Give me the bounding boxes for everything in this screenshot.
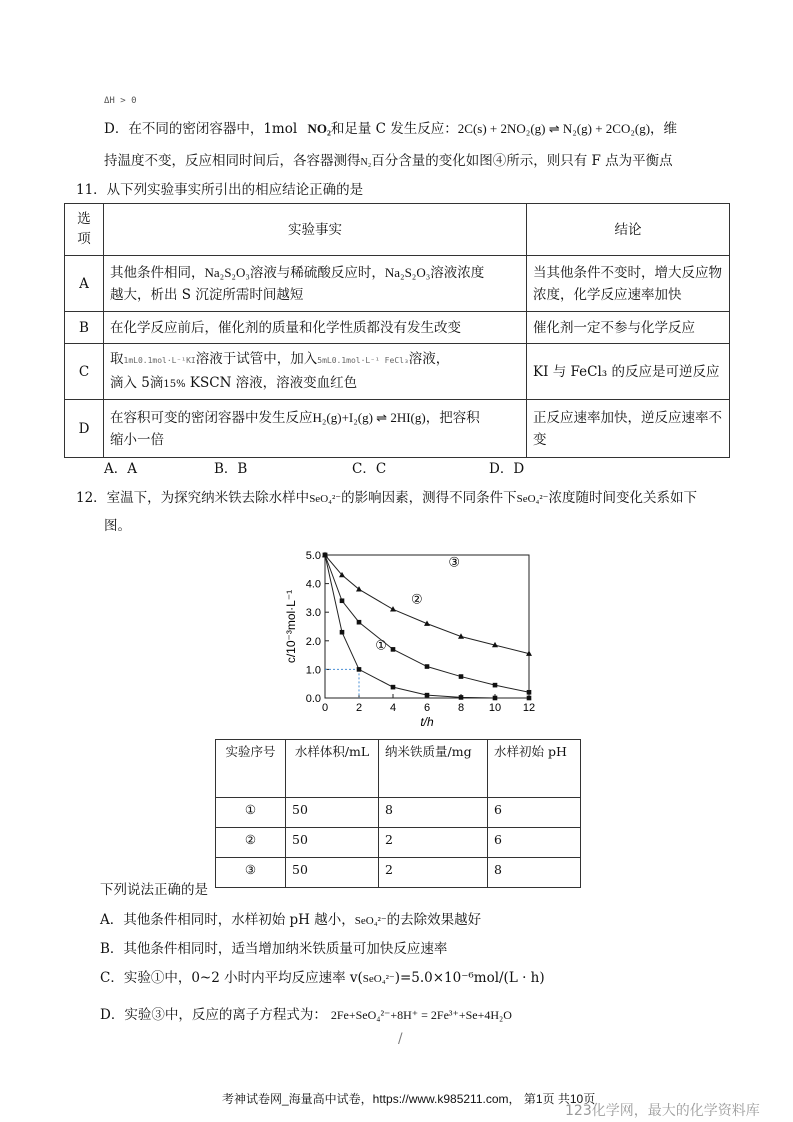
q12-option-d[interactable]: D．实验③中，反应的离子方程式为： 2Fe+SeO₄²⁻+8H⁺ = 2Fe³⁺+Se+4H₂O	[100, 1007, 512, 1023]
seo4-formula: SeO₄²⁻	[516, 493, 549, 505]
data-point	[340, 598, 345, 603]
row-d-fact: 在容积可变的密闭容器中发生反应H₂(g)+I₂(g) ⇌ 2HI(g)，把容积 缩小一倍	[104, 400, 527, 458]
stray-slash: /	[398, 1031, 403, 1047]
row-a-fact: 其他条件相同，Na₂S₂O₃溶液与稀硫酸反应时，Na₂S₂O₃溶液浓度 越大，析出 S 沉淀所需时间越短	[104, 256, 527, 312]
watermark: 123化学网，最大的化学资料库	[565, 1103, 760, 1119]
q11-choice-c[interactable]: C．C	[352, 461, 387, 477]
table-row	[65, 256, 730, 312]
table-row	[65, 400, 730, 458]
header-ph: 水样初始 pH	[488, 740, 581, 798]
row-b-fact: 在化学反应前后，催化剂的质量和化学性质都没有发生改变	[104, 312, 527, 344]
data-point	[357, 667, 362, 672]
x-tick-label: 2	[355, 702, 363, 714]
table-row	[65, 312, 730, 344]
q11-choice-d[interactable]: D．D	[489, 461, 525, 477]
data-point	[357, 620, 362, 625]
q11-stem: 11．从下列实验事实所引出的相应结论正确的是	[76, 182, 364, 198]
series-label: ②	[410, 591, 423, 607]
header-volume: 水样体积/mL	[286, 740, 379, 798]
plot-frame	[325, 555, 529, 698]
q11-choice-a[interactable]: A．A	[104, 461, 137, 477]
q12-stem-line1: 12．室温下，为探究纳米铁去除水样中SeO₄²⁻的影响因素，测得不同条件下SeO₄²⁻浓度随时间变化关系如下	[76, 490, 697, 506]
q12-option-a[interactable]: A．其他条件相同时，水样初始 pH 越小，SeO₄²⁻的去除效果越好	[100, 912, 482, 928]
data-point	[527, 690, 532, 695]
cell: 2	[379, 828, 488, 858]
cell: 6	[488, 828, 581, 858]
q11-choice-b[interactable]: B．B	[214, 461, 248, 477]
q10-d-equation: 2C(s) + 2NO₂(g) ⇌ N₂(g) + 2CO₂(g)	[457, 121, 651, 136]
data-point	[391, 647, 396, 652]
data-point	[527, 696, 532, 701]
data-point	[425, 664, 430, 669]
q10-d-text-b: 和足量 C 发生反应：	[330, 121, 458, 137]
table-row	[216, 858, 581, 888]
row-b-conclusion: 催化剂一定不参与化学反应	[527, 312, 730, 344]
table-row	[216, 798, 581, 828]
x-tick-label: 6	[423, 702, 431, 714]
cell: 6	[488, 798, 581, 828]
x-tick-label: 8	[457, 702, 465, 714]
cell: 50	[286, 798, 379, 828]
q10-option-d-line2	[104, 149, 673, 169]
series-label: ①	[375, 637, 387, 653]
row-c-conclusion: KI 与 FeCl₃ 的反应是可逆反应	[527, 344, 730, 400]
y-tick-label: 4.0	[305, 578, 321, 591]
q10-d-line2-b: 百分含量的变化如图④所示，则只有 F 点为平衡点	[371, 153, 673, 169]
q12-table	[215, 739, 581, 888]
delta-h-fragment: ΔH > 0	[104, 96, 137, 106]
y-tick-label: 1.0	[305, 664, 321, 677]
data-point	[459, 695, 464, 700]
data-point	[493, 696, 498, 701]
x-tick-label: 12	[522, 702, 536, 714]
x-axis-label: t/h	[420, 715, 434, 729]
data-point	[425, 693, 430, 698]
y-tick-label: 0.0	[305, 693, 321, 705]
data-point	[340, 630, 345, 635]
cell: 2	[379, 858, 488, 888]
q10-option-d-line1	[104, 117, 677, 137]
y-tick-label: 2.0	[305, 635, 321, 648]
data-point	[391, 685, 396, 690]
row-c-fact: 取1mL0.1mol·L⁻¹KI溶液于试管中，加入5mL0.1mol·L⁻¹ FeCl₃溶液， 滴入 5滴15% KSCN 溶液，溶液变血红色	[104, 344, 527, 400]
data-point	[493, 683, 498, 688]
page-footer: 考神试卷网_海量高中试卷，https://www.k985211.com， 第1页 共10页	[222, 1092, 596, 1106]
q12-option-b[interactable]: B．其他条件相同时，适当增加纳米铁质量可加快反应速率	[100, 941, 448, 957]
q10-d-line2-a: 持温度不变，反应相同时间后，各容器测得	[104, 153, 361, 169]
data-point	[459, 674, 464, 679]
header-conclusion: 结论	[527, 204, 730, 256]
series-label: ③	[448, 554, 461, 570]
seo4-formula: SeO₄²⁻	[309, 493, 342, 505]
y-tick-label: 5.0	[305, 550, 321, 562]
x-tick-label: 0	[321, 702, 329, 714]
table-row	[65, 344, 730, 400]
q11-table	[64, 203, 730, 458]
q10-d-no2: NO₂	[307, 121, 331, 136]
header-mass: 纳米铁质量/mg	[379, 740, 488, 798]
q10-d-text-c: ，维	[650, 121, 678, 137]
cell: ③	[216, 858, 286, 888]
x-tick-label: 4	[389, 702, 397, 714]
cell: 8	[488, 858, 581, 888]
cell: ②	[216, 828, 286, 858]
row-b-option: B	[65, 312, 104, 344]
cell: 8	[379, 798, 488, 828]
q10-d-n2: N₂	[360, 157, 372, 168]
cell: 50	[286, 828, 379, 858]
cell: ①	[216, 798, 286, 828]
header-fact: 实验事实	[104, 204, 527, 256]
table-row	[216, 828, 581, 858]
row-c-option: C	[65, 344, 104, 400]
row-d-conclusion: 正反应速率加快，逆反应速率不变	[527, 400, 730, 458]
row-a-option: A	[65, 256, 104, 312]
concentration-chart	[280, 545, 550, 740]
y-axis-label: c/10⁻³mol·L⁻¹	[284, 589, 298, 664]
row-d-option: D	[65, 400, 104, 458]
cell: 50	[286, 858, 379, 888]
header-option: 选项	[65, 204, 104, 256]
header-exp-no: 实验序号	[216, 740, 286, 798]
series-line-1	[325, 555, 529, 698]
x-tick-label: 10	[488, 702, 502, 714]
q12-stem-line2: 图。	[104, 518, 131, 534]
y-tick-label: 3.0	[305, 607, 321, 620]
q12-lead: 下列说法正确的是	[100, 882, 208, 898]
series-line-3	[325, 555, 529, 654]
data-point	[390, 606, 396, 611]
q10-d-text-a: D．在不同的密闭容器中，1mol	[104, 121, 298, 137]
row-a-conclusion: 当其他条件不变时，增大反应物浓度，化学反应速率加快	[527, 256, 730, 312]
q12-option-c[interactable]: C．实验①中，0~2 小时内平均反应速率 v(SeO₄²⁻)=5.0×10⁻⁶mol/(L · h)	[100, 970, 545, 986]
